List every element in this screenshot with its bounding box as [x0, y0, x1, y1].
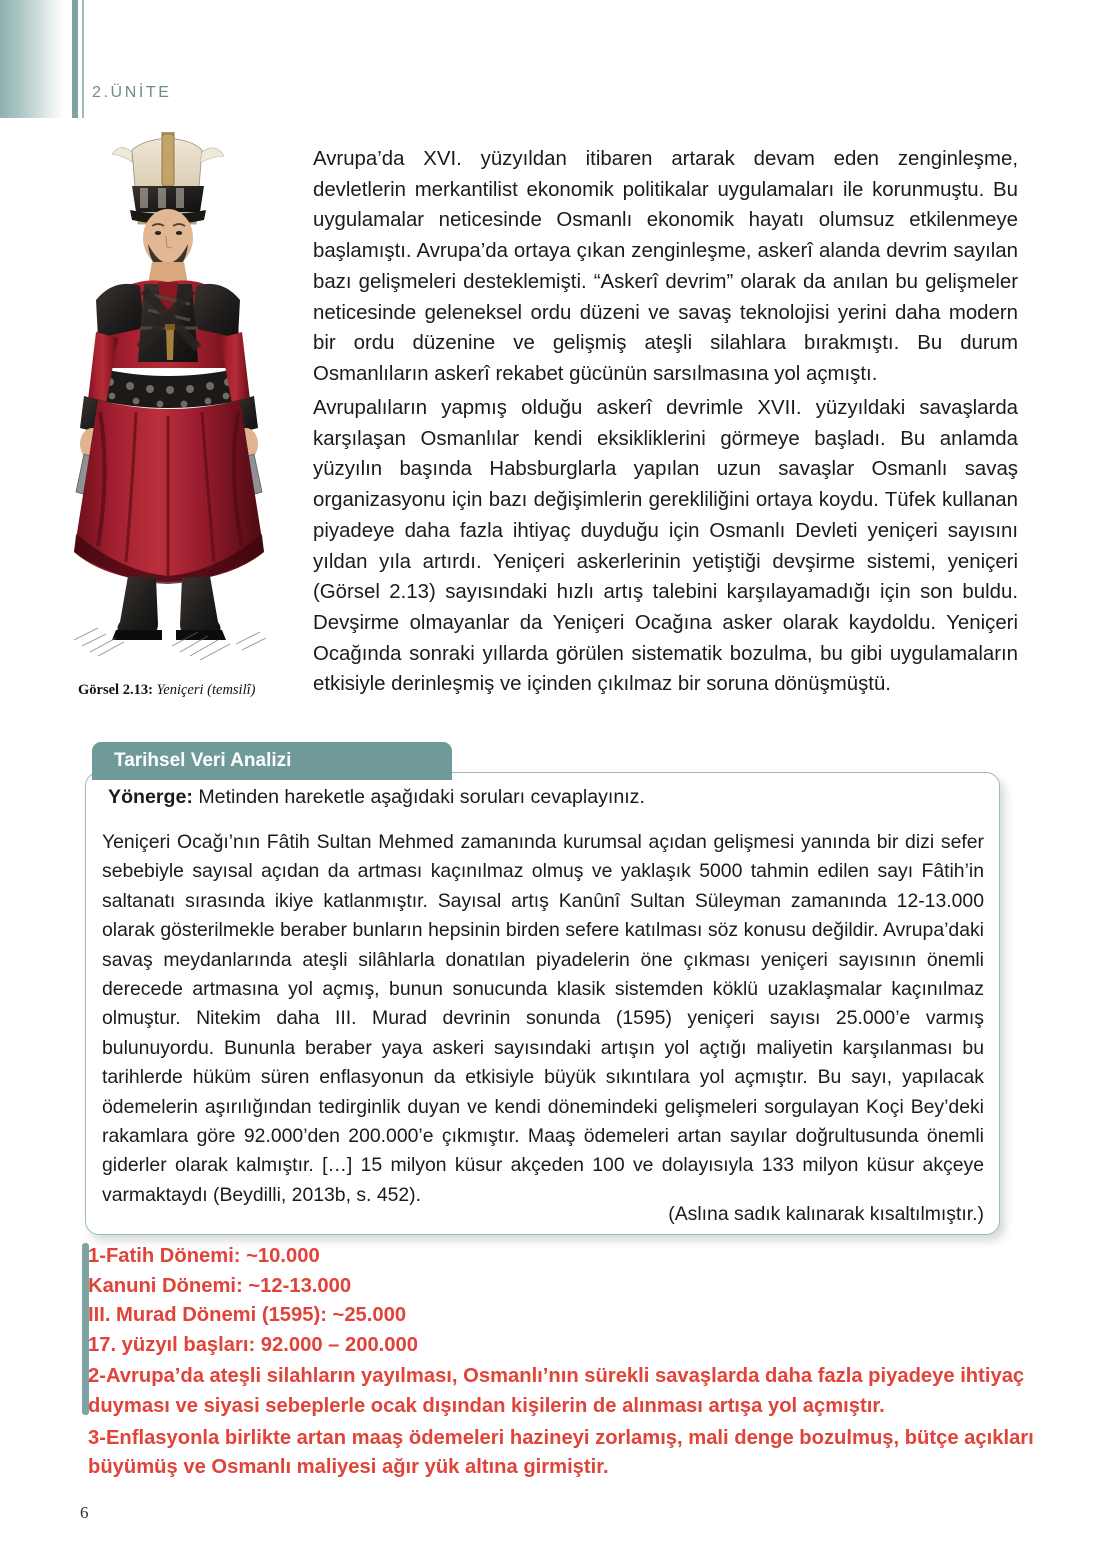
header-rule-thick: [72, 0, 78, 118]
figure-caption-label: Görsel 2.13:: [78, 682, 153, 698]
answer-line-3: III. Murad Dönemi (1595): ~25.000: [88, 1304, 407, 1327]
source-quote-attribution: (Aslına sadık kalınarak kısaltılmıştır.): [668, 1203, 984, 1225]
janissary-figure-svg: [40, 132, 298, 662]
instruction-label: Yönerge:: [108, 786, 193, 808]
instruction-line: [108, 786, 968, 809]
analysis-card-tab-title: Tarihsel Veri Analizi: [92, 742, 452, 780]
page-number: 6: [80, 1503, 89, 1522]
answers-block: [88, 1242, 1048, 1483]
header-rule-thin: [82, 0, 84, 118]
header-gradient-band: [0, 0, 64, 118]
body-paragraph-1: Avrupa’da XVI. yüzyıldan itibaren artarak devam eden zenginleşme, devletlerin merkantilist ekonomik politikalar uygulamaları ile korunmuştu. Bu uygulamalar neticesinde Osmanlı ekonomik hayatı olumsuz etkilenmeye başlamıştı. Avrupa’da ortaya çıkan zenginleşme, askerî alanda devrim sayılan bazı gelişmeleri desteklemişti. “Askerî devrim” olarak da anılan bu gelişmeler neticesinde geleneksel ordu düzeni ve savaş teknolojisi yerini daha modern bir ordu düzenine ve gelişmiş ateşli silahlara bırakmıştı. Bu durum Osmanlıların askerî rekabet gücünün sarsılmasına yol açmıştı.: [313, 148, 1018, 385]
answer-line-5: 2-Avrupa’da ateşli silahların yayılması, Osmanlı’nın sürekli savaşlarda daha fazla piyadeye ihtiyaç duyması ve siyasi sebeplerle ocak dışından kişilerin de alınması artışa yol açmıştır.: [88, 1365, 1025, 1417]
instruction-text: Metinden hareketle aşağıdaki soruları cevaplayınız.: [192, 786, 645, 808]
answer-line-6: 3-Enflasyonla birlikte artan maaş ödemeleri hazineyi zorlamış, mali denge bozulmuş, bütçe açıkları büyümüş ve Osmanlı maliyesi ağır yük altına girmiştir.: [88, 1426, 1034, 1479]
unit-label: 2.ÜNİTE: [92, 84, 172, 101]
answer-line-2: Kanuni Dönemi: ~12-13.000: [88, 1274, 352, 1297]
figure-caption: [78, 682, 338, 699]
figure-caption-text: Yeniçeri (temsilî): [152, 682, 256, 698]
janissary-illustration: [40, 132, 298, 662]
answer-line-1: 1-Fatih Dönemi: ~10.000: [88, 1245, 320, 1267]
answer-line-4: 17. yüzyıl başları: 92.000 – 200.000: [88, 1333, 418, 1356]
source-quote-text: Yeniçeri Ocağı’nın Fâtih Sultan Mehmed zamanında kurumsal açıdan gelişmesi yanında bir dizi sefer sebebiyle sayısal açıdan da artması kaçınılmaz olmuş ve yaklaşık 5000 tahmin edilen sayı Fâtih’in saltanatı sırasında ikiye katlanmıştır. Sayısal artış Kanûnî Sultan Süleyman zamanında 12-13.000 olarak gösterilmekle beraber bunların hepsinin birden sefere katılması söz konusu değildir. Avrupa’daki savaş meydanlarında ateşli silâhlarla donatılan piyadelerin öne çıkması yeniçeri sayısının önemli derecede artmasına yol açmış, bunun sonucunda klasik sistemden köklü uzaklaşmalar kaçınılmaz olmuştur. Nitekim daha III. Murad devrinin sonunda (1595) yeniçeri sayısı 25.000’e varmış bulunuyordu. Bununla beraber yaya askeri sayısındaki artışın yol açtığı maliyetin karşılanması bu tarihlerde hüküm süren enflasyonun da etkisiyle büyük sıkıntılara yol açmıştır. Bu sayı, yapılacak ödemelerin aşırılığından tedirginlik duyan ve kendi dönemindeki gelişmeleri sorgulayan Koçi Bey’deki rakamlara göre 92.000’den 200.000’e çıkmıştır. Maaş ödemeleri artan sayılar doğrultusunda önemli giderler olarak kalmıştır. […] 15 milyon küsur akçeden 100 ve dolayısıyla 133 milyon küsur akçeye varmaktaydı (Beydilli, 2013b, s. 452).: [102, 831, 984, 1206]
body-paragraph-2: Avrupalıların yapmış olduğu askerî devrimle XVII. yüzyıldaki savaşlarda karşılaşan Osmanlılar kendi eksikliklerini görmeye başladı. Bu anlamda yüzyılın başında Habsburglarla yapılan uzun savaşlar Osmanlı savaş organizasyonu için bazı değişimlerin gerekliliğini ortaya koydu. Tüfek kullanan piyadeye daha fazla ihtiyaç duyduğu için Osmanlı Devleti yeniçeri sayısını yıldan yıla artırdı. Yeniçeri askerlerinin yetiştiği devşirme sistemi, yeniçeri (Görsel 2.13) sayısındaki hızlı artış talebini karşılayamadığı için son buldu. Devşirme olmayanlar da Yeniçeri Ocağına asker olarak kaydoldu. Yeniçeri Ocağında sonraki yıllarda görülen sistematik bozulma, bu gibi uygulamaların etkisiyle derinleşmiş ve içinden çıkılmaz bir soruna dönüşmüştü.: [313, 397, 1018, 696]
